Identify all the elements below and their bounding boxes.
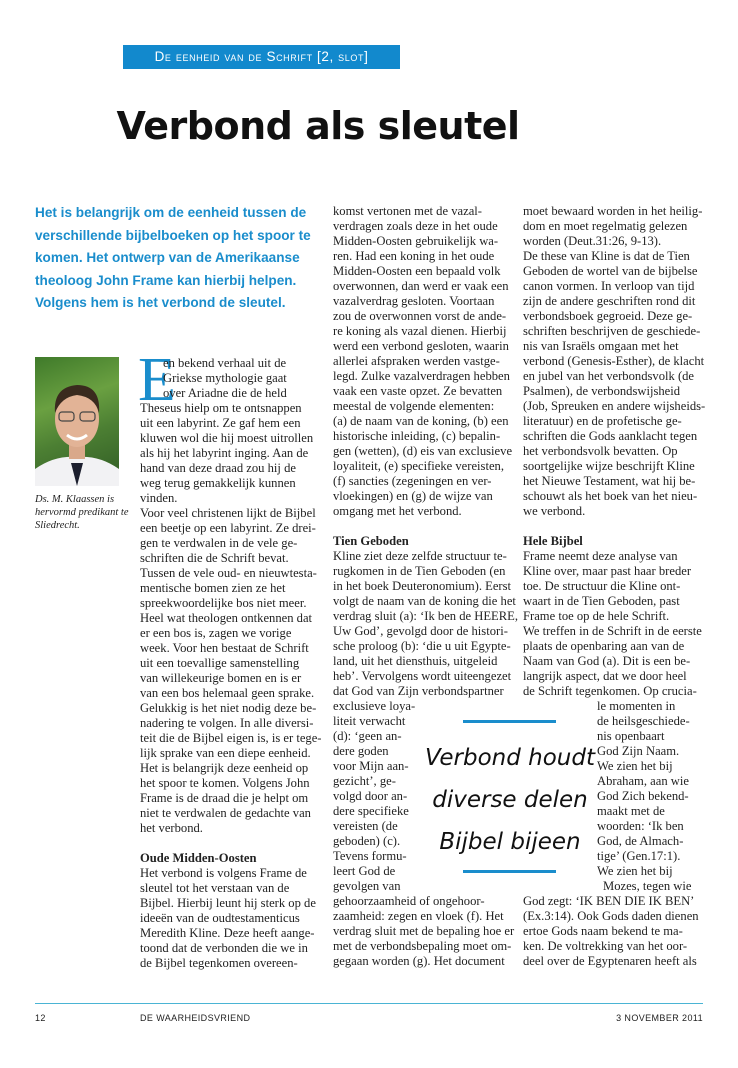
text-line: God Zijn Naam. xyxy=(597,744,680,758)
text-line: teit die de Bijbel eigen is, is er tege- xyxy=(140,731,322,745)
text-line: exclusieve loya- xyxy=(333,699,416,713)
text-line: met de verbondsbepaling moet om- xyxy=(333,939,512,953)
text-line: canon vormen. In verloop van tijd xyxy=(523,279,695,293)
text-line: werd een verbond gesloten, waarin xyxy=(333,339,509,353)
caption-line: Ds. M. Klaassen is xyxy=(35,494,115,505)
text-line: dere goden xyxy=(333,744,389,758)
text-line: en jubel van het verbondsvolk (de xyxy=(523,369,695,383)
text-line: toe. De structuur die Kline ont- xyxy=(523,579,681,593)
text-line: verdragen zoals deze in het oude xyxy=(333,219,498,233)
pull-quote xyxy=(420,737,600,863)
text-line: Frame is de draad die je helpt om xyxy=(140,791,309,805)
text-line: Het verbond is volgens Frame de xyxy=(140,866,307,880)
intro-lead xyxy=(35,202,320,315)
issue-date: 3 NOVEMBER 2011 xyxy=(616,1013,703,1023)
text-line: verbond (Genesis-Esther), de klacht xyxy=(523,354,705,368)
text-line: Kline over, maar past haar breder xyxy=(523,564,692,578)
subheading: Tien Geboden xyxy=(333,534,409,548)
pull-quote-rule-bottom xyxy=(463,870,556,873)
intro-line: theoloog John Frame kan hierbij helpen. xyxy=(35,272,297,288)
text-line: land, uit het diensthuis, uitgeleid xyxy=(333,654,498,668)
text-line: heb’. Vervolgens wordt uiteengezet xyxy=(333,669,512,683)
text-line: Gelukkig is het niet nodig deze be- xyxy=(140,701,317,715)
text-line: We zien het bij xyxy=(597,759,673,773)
text-line: (a) de naam van de koning, (b) een xyxy=(333,414,509,428)
text-line: gen te verdwalen in de vele ge- xyxy=(140,536,298,550)
text-line: Tussen de vele oud- en nieuwtesta- xyxy=(140,566,317,580)
text-line: schouwt als het boek van het nieu- xyxy=(523,489,698,503)
text-line: re koning als vazal dienen. Hierbij xyxy=(333,324,507,338)
magazine-name: DE WAARHEIDSVRIEND xyxy=(140,1013,251,1023)
text-line: vereisten (de xyxy=(333,819,398,833)
pull-quote-line: Verbond houdt xyxy=(425,745,595,771)
text-line: loyaliteit, (e) specifieke vereisten, xyxy=(333,459,504,473)
text-line: verdrag sluit met de bepaling hoe er xyxy=(333,924,515,938)
text-line: plaats de openbaring aan van de xyxy=(523,639,685,653)
text-line: Midden-Oosten gebruikelijk wa- xyxy=(333,234,499,248)
text-line: we verbond. xyxy=(523,504,586,518)
text-line: We zien het bij xyxy=(597,864,673,878)
text-line: volgd door an- xyxy=(333,789,408,803)
text-line: Voor veel christenen lijkt de Bijbel xyxy=(140,506,316,520)
intro-line: verschillende bijbelboeken op het spoor te xyxy=(35,227,311,243)
text-line: het Nieuwe Testament, wat hij be- xyxy=(523,474,696,488)
text-line: Naam van God (a). Dit is een be- xyxy=(523,654,691,668)
text-line: geboden) (c). xyxy=(333,834,401,848)
text-line: Psalmen), de verbondswijsheid xyxy=(523,384,681,398)
text-line: ken. De voltrekking van het oor- xyxy=(523,939,688,953)
text-line: nis openbaart xyxy=(597,729,665,743)
text-line: schriften die de Schrift bevat. xyxy=(140,551,289,565)
text-line: ren. Had een koning in het oude xyxy=(333,249,495,263)
author-caption xyxy=(35,493,130,532)
text-line: literatuur) en de profetische ge- xyxy=(523,414,682,428)
text-line: (Ex.3:14). Ook Gods daden dienen xyxy=(523,909,699,923)
text-line: gegaan worden (g). Het document xyxy=(333,954,505,968)
text-line: meestal de volgende elementen: xyxy=(333,399,495,413)
text-line: vazalverdrag gesloten. Voortaan xyxy=(333,294,495,308)
text-line: weg terug gemakkelijk kunnen xyxy=(140,476,296,490)
text-line: hand van deze draad zou hij de xyxy=(140,461,296,475)
subheading: Hele Bijbel xyxy=(523,534,583,548)
text-line: Frame neemt deze analyse van xyxy=(523,549,678,563)
pull-quote-line: diverse delen xyxy=(432,787,588,813)
text-line: zijn de andere geschriften rond dit xyxy=(523,294,696,308)
text-line: Theseus hielp om te ontsnappen xyxy=(140,401,302,415)
text-line: waart in de Tien Geboden, past xyxy=(523,594,680,608)
text-line: toond dat de verbonden die we in xyxy=(140,941,308,955)
text-line: de Bijbel tegenkomen overeen- xyxy=(140,956,298,970)
text-line: maakt met de xyxy=(597,804,665,818)
text-line: God Zich bekend- xyxy=(597,789,689,803)
text-line: van een bos helemaal geen sprake. xyxy=(140,686,315,700)
pull-quote-rule-top xyxy=(463,720,556,723)
text-line: Heel wat theologen ontkennen dat xyxy=(140,611,313,625)
text-line: uit een toevallige samenstelling xyxy=(140,656,300,670)
text-line: rugkomen in de Tien Geboden (en xyxy=(333,564,506,578)
text-line: moet bewaard worden in het heilig- xyxy=(523,204,703,218)
text-line: God, de Almach- xyxy=(597,834,684,848)
text-line: langrijk aspect, dat we door heel xyxy=(523,669,687,683)
text-line: dom en moet regelmatig gelezen xyxy=(523,219,688,233)
intro-line: Volgens hem is het verbond de sleutel. xyxy=(35,295,286,310)
text-line: Kline ziet deze zelfde structuur te- xyxy=(333,549,507,563)
text-line: spreekwoordelijke bos niet meer. xyxy=(140,596,307,610)
text-line: overwonnen, dan werd er vaak een xyxy=(333,279,509,293)
article-title: Verbond als sleutel xyxy=(116,104,520,148)
text-line: zaamheid: zegen en vloek (f). Het xyxy=(333,909,504,923)
text-line: historische inleiding, (c) bepalin- xyxy=(333,429,501,443)
text-line: le momenten in xyxy=(597,699,676,713)
text-line: vloekingen) en (g) de wijze van xyxy=(333,489,493,503)
text-line: Bijbel. Hierbij leunt hij sterk op de xyxy=(140,896,316,910)
text-line: woorden: ‘Ik ben xyxy=(597,819,684,833)
text-line: de Schrift tegenkomen. Op crucia- xyxy=(523,684,697,698)
text-line: soortgelijke wijze beschrijft Kline xyxy=(523,459,695,473)
text-line: gen (wetten), (d) eis van exclusieve xyxy=(333,444,513,458)
text-line: (Job, Spreuken en andere wijsheids- xyxy=(523,399,706,413)
text-line: verbondsboek gegroeid. Deze ge- xyxy=(523,309,693,323)
text-line: worden (Deut.31:26, 9-13). xyxy=(523,234,662,248)
footer-rule xyxy=(35,1003,703,1004)
text-line: dat God van Zijn verbondspartner xyxy=(333,684,504,698)
text-line: uit een labyrint. Ze gaf hem een xyxy=(140,416,301,430)
caption-line: hervormd predikant te xyxy=(35,507,129,518)
text-line: leert God de xyxy=(333,864,396,878)
text-line: nis van Israëls omgaan met het xyxy=(523,339,679,353)
text-line: over Ariadne die de held xyxy=(163,386,287,400)
subheading: Oude Midden-Oosten xyxy=(140,851,257,865)
text-line: gevolgen van xyxy=(333,879,401,893)
text-line: voor Mijn aan- xyxy=(333,759,409,773)
text-line: Midden-Oosten een bepaald volk xyxy=(333,264,501,278)
text-line: lijk sprake van een diepe eenheid. xyxy=(140,746,311,760)
text-line: schriften beschrijven de geschiede- xyxy=(523,324,701,338)
text-line: tige’ (Gen.17:1). xyxy=(597,849,681,863)
text-line: omgang met het verbond. xyxy=(333,504,462,518)
text-line: Tevens formu- xyxy=(333,849,407,863)
text-line: er een bos is, zagen we vorige xyxy=(140,626,292,640)
text-line: allerlei afspraken werden vastge- xyxy=(333,354,500,368)
text-line: het verbondsvolk bevatten. Op xyxy=(523,444,678,458)
text-line: Abraham, aan wie xyxy=(597,774,689,788)
intro-line: komen. Het ontwerp van de Amerikaanse xyxy=(35,250,300,265)
text-line: als hij het labyrint inging. Aan de xyxy=(140,446,309,460)
text-line: Frame toe op de hele Schrift. xyxy=(523,609,670,623)
text-line: volgt de naam van de koning die het xyxy=(333,594,516,608)
text-line: Het is belangrijk deze eenheid op xyxy=(140,761,309,775)
text-line: Mozes, tegen wie xyxy=(603,879,692,893)
text-line: (d): ‘geen an- xyxy=(333,729,402,743)
text-line: in het boek Deuteronomium). Eerst xyxy=(333,579,512,593)
text-line: het spoor te komen. Volgens John xyxy=(140,776,310,790)
section-kicker: De eenheid van de Schrift [2, slot] xyxy=(123,45,400,69)
text-line: de heilsgeschiede- xyxy=(597,714,690,728)
text-line: We treffen in de Schrift in de eerste xyxy=(523,624,702,638)
text-line: ideeën van de oudtestamenticus xyxy=(140,911,300,925)
text-line: schriften die Gods aanklacht tegen xyxy=(523,429,698,443)
text-line: De these van Kline is dat de Tien xyxy=(523,249,690,263)
text-line: een beetje op een labyrint. Ze drei- xyxy=(140,521,316,535)
text-line: sche proloog (b): ‘die u uit Egypte- xyxy=(333,639,511,653)
text-line: gehoorzaamheid of ongehoor- xyxy=(333,894,485,908)
text-line: kluwen wol die hij moest uitrollen xyxy=(140,431,314,445)
intro-line: Het is belangrijk om de eenheid tussen de xyxy=(35,205,307,220)
text-line: sleutel tot het verstaan van de xyxy=(140,881,290,895)
page-number: 12 xyxy=(35,1013,46,1023)
text-line: week. Voor hen bestaat de Schrift xyxy=(140,641,309,655)
text-line: (f) sancties (zegeningen en ver- xyxy=(333,474,492,488)
text-line: mentische bomen zien ze het xyxy=(140,581,286,595)
text-line: verdrag sluit (a): ‘Ik ben de HEERE, xyxy=(333,609,518,623)
text-line: liteit verwacht xyxy=(333,714,406,728)
text-line: Griekse mythologie gaat xyxy=(163,371,287,385)
pull-quote-line: Bijbel bijeen xyxy=(439,829,581,855)
text-line: zou de overwonnen vorst de ande- xyxy=(333,309,507,323)
text-line: het verbond. xyxy=(140,821,203,835)
text-line: deel over de Egyptenaren heeft als xyxy=(523,954,697,968)
text-line: Geboden de wortel van de bijbelse xyxy=(523,264,698,278)
text-line: nadering te volgen. In alle diversi- xyxy=(140,716,314,730)
text-line: vinden. xyxy=(140,491,178,505)
text-line: God zegt: ‘IK BEN DIE IK BEN’ xyxy=(523,894,695,908)
text-line: komst vertonen met de vazal- xyxy=(333,204,482,218)
text-line: dere specifieke xyxy=(333,804,409,818)
caption-line: Sliedrecht. xyxy=(35,520,80,531)
drop-cap: E xyxy=(138,346,176,414)
text-line: niet te verdwalen de gedachte van xyxy=(140,806,311,820)
text-line: ertoe Gods naam bekend te ma- xyxy=(523,924,683,938)
text-line: Meredith Kline. Deze heeft aange- xyxy=(140,926,315,940)
text-line: vaak een vaste opzet. Ze bevatten xyxy=(333,384,503,398)
text-line: en bekend verhaal uit de xyxy=(163,356,287,370)
text-line: Uw God’, gevolgd door de histori- xyxy=(333,624,508,638)
author-photo xyxy=(35,357,119,486)
text-line: gezicht’, ge- xyxy=(333,774,396,788)
text-line: van willekeurige bomen en is er xyxy=(140,671,302,685)
text-line: legd. Zulke vazalverdragen hebben xyxy=(333,369,510,383)
